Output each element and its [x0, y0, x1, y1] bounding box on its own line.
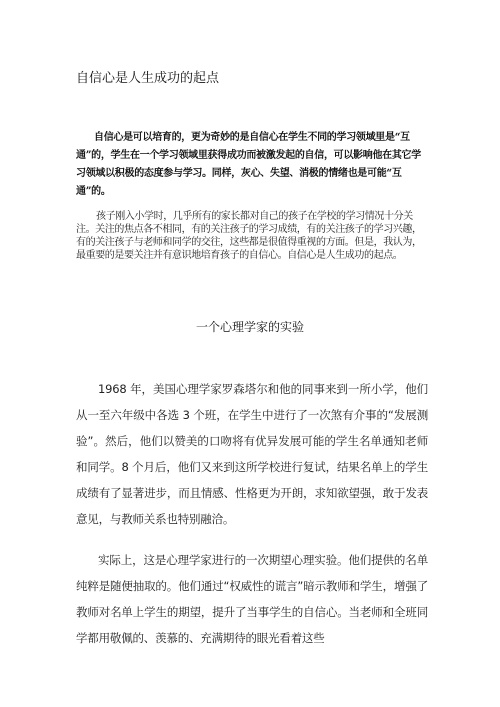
intro-paragraph: 自信心是可以培育的，更为奇妙的是自信心在学生不同的学习领域里是“互通”的，学生在一个学习领域里获得成功而被激发起的自信，可以影响他在其它学习领域以积极的态度参与学习。同样，灰心、失望、消极的情绪也是可能“互通”的。: [76, 132, 421, 197]
section-heading: 一个心理学家的实验: [195, 320, 304, 334]
document-title: 自信心是人生成功的起点: [76, 71, 220, 86]
body-paragraph-1: 1968 年，美国心理学家罗森塔尔和他的同事来到一所小学，他们从一至六年级中各选 3 个班，在学生中进行了一次煞有介事的“发展测验”。然后，他们以赞美的口吻将有优异发展可能的学生名单通知老师和同学。8 个月后，他们又来到这所学校进行复试，结果名单上的学生成绩有了显著进步，而且情感、性格更为开朗，求知欲望强，敢于发表意见，与教师关系也特别融洽。: [76, 382, 428, 526]
body-paragraph-small: 孩子刚入小学时，几乎所有的家长都对自己的孩子在学校的学习情况十分关注。关注的焦点各不相同，有的关注孩子的学习成绩，有的关注孩子的学习兴趣，有的关注孩子与老师和同学的交往，这些都是很值得重视的方面。但是，我认为，最重要的是要关注并有意识地培育孩子的自信心。自信心是人生成功的起点。: [76, 211, 422, 261]
body-paragraph-2: 实际上，这是心理学家进行的一次期望心理实验。他们提供的名单纯粹是随便抽取的。他们通过“权威性的谎言”暗示教师和学生，增强了教师对名单上学生的期望，提升了当事学生的自信心。当老师和全班同学都用敬佩的、羡慕的、充满期待的眼光看着这些: [76, 553, 428, 645]
